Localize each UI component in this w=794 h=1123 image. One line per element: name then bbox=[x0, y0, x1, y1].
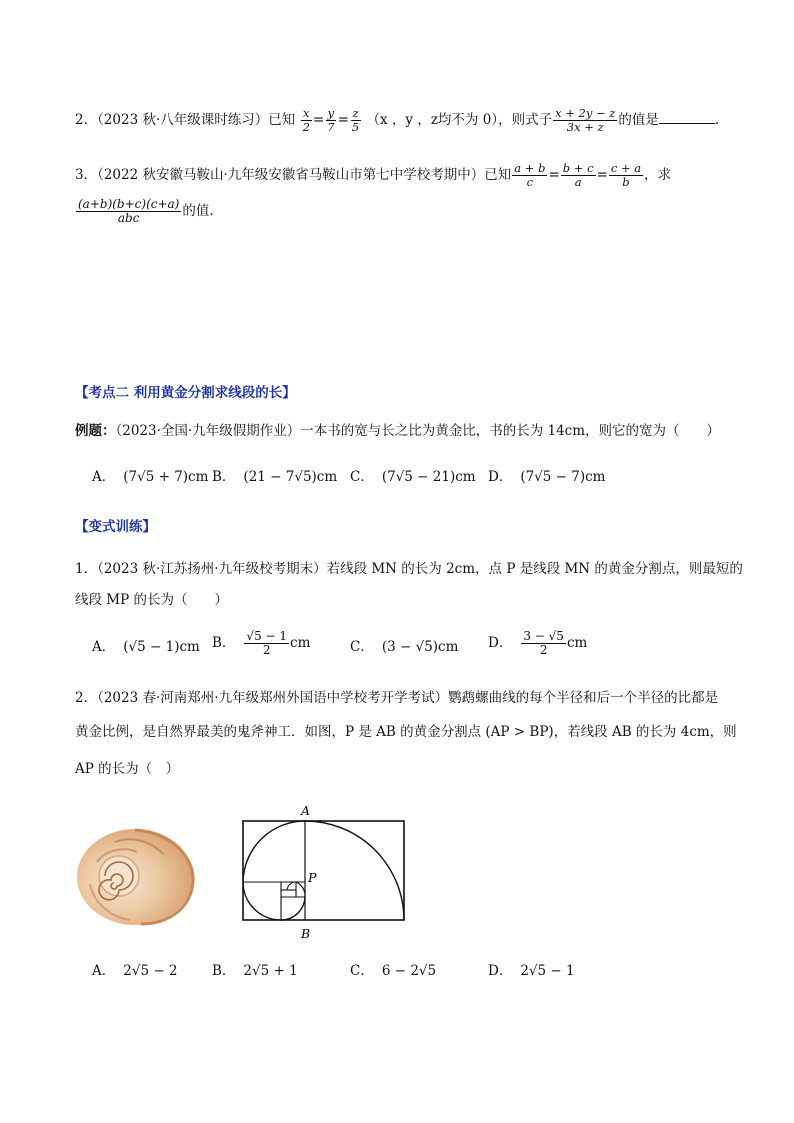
spiral-arc-3 bbox=[243, 882, 281, 920]
spiral-arc-1 bbox=[305, 821, 404, 920]
q3-ask: ，求 bbox=[644, 167, 672, 183]
question-2: 2．（2023 秋·八年级课时练习）已知 $\frac{x}{2}$ = $\frac{y}{7}$ = $\frac{z}{5}$ （x ，y ，z均不为 0），则式子 $\frac{x + 2y - z}{3x + z}$ 的值是 . bbox=[75, 106, 720, 134]
q2-expression: $\frac{x + 2y - z}{3x + z}$ bbox=[555, 106, 616, 134]
golden-spiral-figure bbox=[230, 800, 415, 943]
example-label: 例题： bbox=[75, 423, 116, 439]
q3-tail: 的值. bbox=[182, 203, 214, 219]
q3-expression: $\frac{(a+b)(b+c)(c+a)}{\text{abc}}$ bbox=[78, 197, 180, 225]
q2-tail: 的值是 bbox=[618, 112, 659, 128]
example-question bbox=[75, 421, 720, 441]
q3-number: 3． bbox=[75, 167, 98, 183]
v2-line-1: 2．（2023 春·河南郑州·九年级郑州外国语中学校考开学考试）鹦鹉螺曲线的每个半径和后一个半径的比都是 bbox=[75, 690, 719, 706]
label-a: A bbox=[301, 803, 311, 818]
v1-line-2: 线段 MP 的长为（ ） bbox=[75, 592, 228, 608]
q3-source: （2022 秋安徽马鞍山·九年级安徽省马鞍山市第七中学校考期中）已知 bbox=[97, 167, 512, 183]
spiral-arc-4 bbox=[281, 897, 305, 920]
v2-line-2: 黄金比例，是自然界最美的鬼斧神工．如图，P 是 AB 的黄金分割点 (AP > BP)，若线段 AB 的长为 4cm，则 bbox=[75, 724, 737, 740]
v1-option-a[interactable]: A． (√5 − 1)cm bbox=[92, 639, 200, 655]
example-option-b[interactable]: B． (21 − 7√5)cm bbox=[212, 469, 338, 485]
q2-condition: （x ，y ，z均不为 0），则式子 bbox=[366, 112, 553, 128]
question-3: 3．（2022 秋安徽马鞍山·九年级安徽省马鞍山市第七中学校考期中）已知 $\frac{a + b}{c}$ = $\frac{b + c}{a}$ = $\frac{c + a}{b}$ ，求 bbox=[75, 161, 672, 189]
v2-line-3: AP 的长为（ ） bbox=[75, 761, 180, 777]
v1-option-d[interactable]: D． $\frac{3 - √5}{2}$ cm bbox=[488, 629, 588, 657]
q2-answer-blank[interactable] bbox=[659, 109, 715, 124]
example-option-c[interactable]: C． (7√5 − 21)cm bbox=[350, 469, 476, 485]
section-2-title: 【考点二 利用黄金分割求线段的长】 bbox=[75, 385, 296, 401]
example-text: （2023·全国·九年级假期作业）一本书的宽与长之比为黄金比，书的长为 14cm，则它的宽为（ ） bbox=[115, 423, 721, 439]
variant-title: 【变式训练】 bbox=[75, 519, 156, 535]
v2-option-b[interactable]: B． 2√5 + 1 bbox=[212, 963, 298, 979]
q2-number: 2． bbox=[75, 112, 98, 128]
outer-rectangle bbox=[243, 821, 404, 920]
q3-fraction-2: $\frac{b + c}{a}$ bbox=[562, 161, 594, 189]
label-b: B bbox=[301, 926, 311, 941]
v1-option-c[interactable]: C． (3 − √5)cm bbox=[350, 639, 459, 655]
label-p: P bbox=[308, 870, 317, 885]
q3-fraction-1: $\frac{a + b}{c}$ bbox=[514, 161, 546, 189]
q2-fraction-y: $\frac{y}{7}$ bbox=[327, 106, 335, 134]
nautilus-shell-image bbox=[75, 822, 201, 928]
v2-option-a[interactable]: A． 2√5 − 2 bbox=[92, 963, 178, 979]
q2-fraction-x: $\frac{x}{2}$ bbox=[302, 106, 310, 134]
example-option-a[interactable]: A． (7√5 + 7)cm bbox=[92, 469, 209, 485]
v2-option-c[interactable]: C． 6 − 2√5 bbox=[350, 963, 437, 979]
q2-source: （2023 秋·八年级课时练习）已知 bbox=[97, 112, 296, 128]
v1-line-1: 1．（2023 秋·江苏扬州·九年级校考期末）若线段 MN 的长为 2cm，点 P 是线段 MN 的黄金分割点，则最短的 bbox=[75, 561, 743, 577]
v1-option-b[interactable]: B． $\frac{√5 - 1}{2}$ cm bbox=[212, 629, 311, 657]
spiral-arc-2 bbox=[243, 821, 305, 882]
q3-fraction-3: $\frac{c + a}{b}$ bbox=[610, 161, 642, 189]
q2-fraction-z: $\frac{z}{5}$ bbox=[351, 106, 360, 134]
question-3-line-2 bbox=[75, 198, 214, 225]
q2-end: . bbox=[714, 112, 720, 128]
v2-option-d[interactable]: D． 2√5 − 1 bbox=[488, 963, 575, 979]
example-option-d[interactable]: D． (7√5 − 7)cm bbox=[488, 469, 606, 485]
